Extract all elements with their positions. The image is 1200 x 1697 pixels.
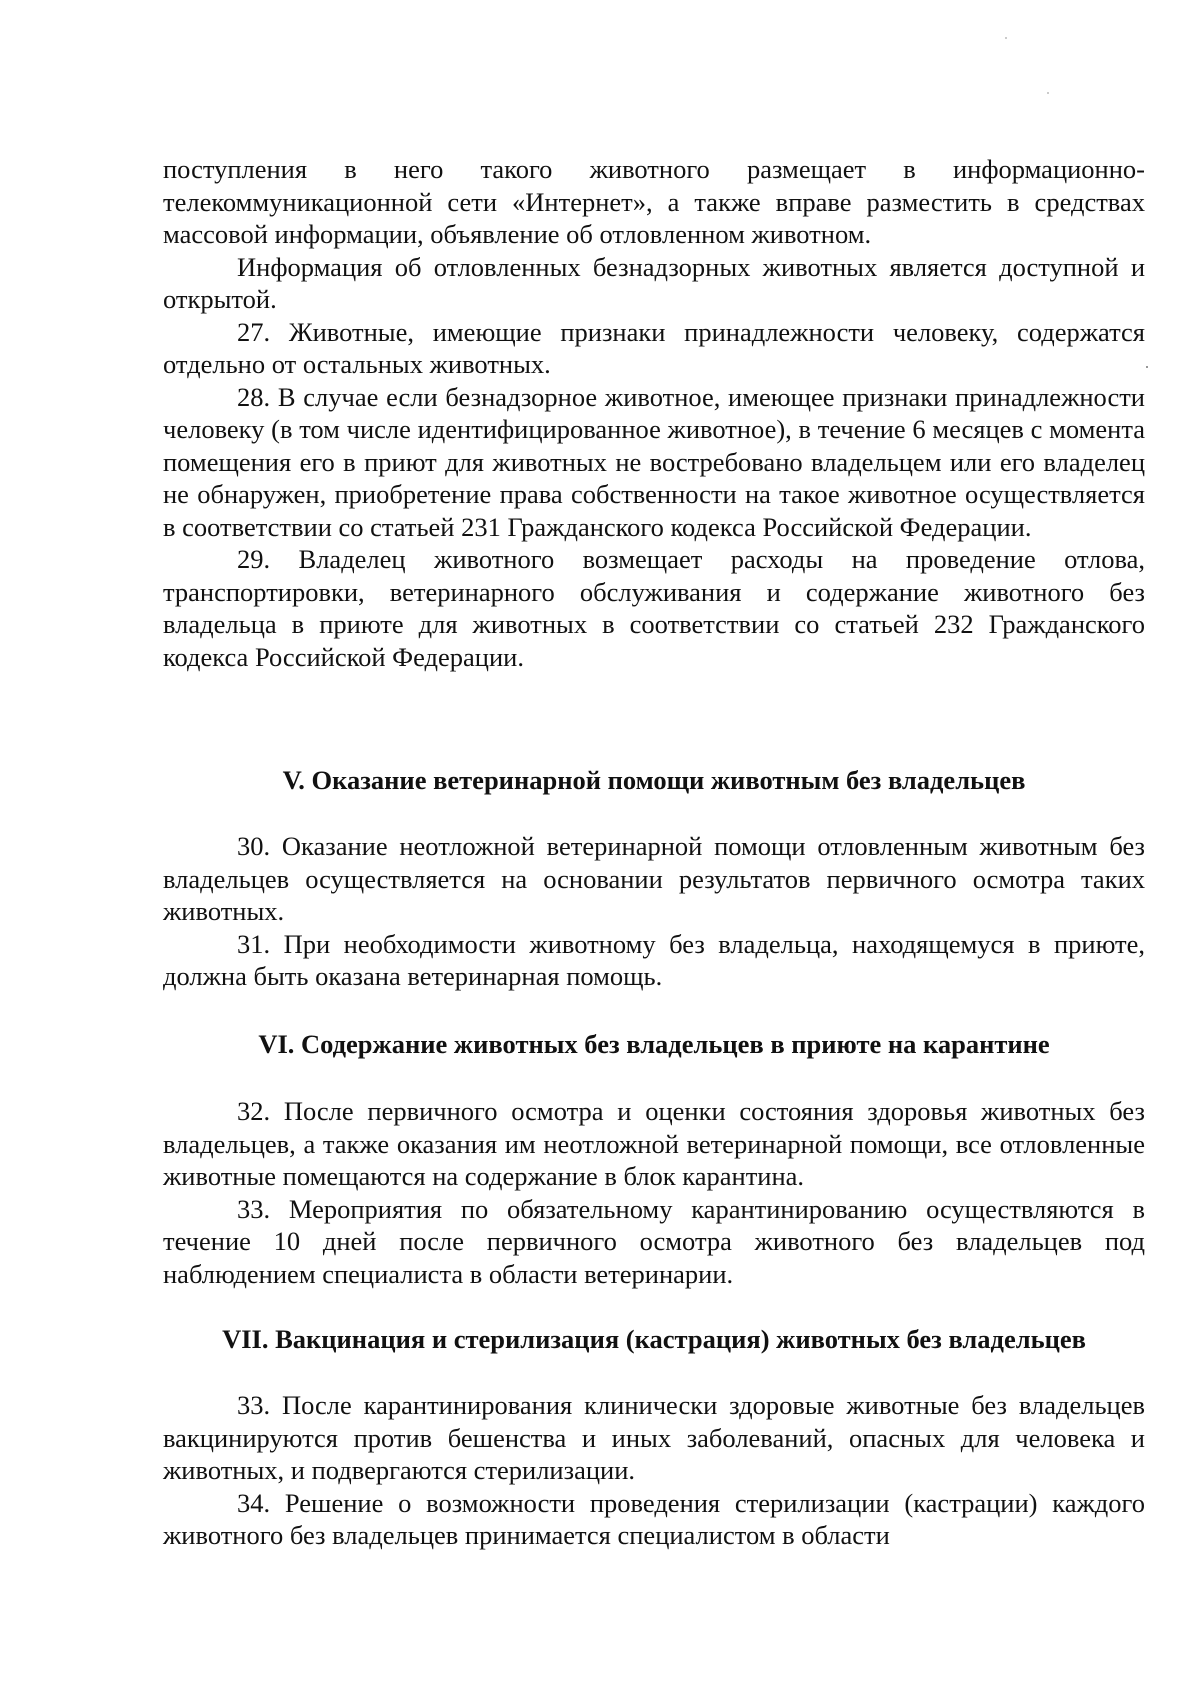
paragraph-33-quarantine: 33. Мероприятия по обязательному карантинированию осуществляются в течение 10 дней после первичного осмотра животного без владельцев под наблюдением специалиста в области ветеринарии. xyxy=(163,1193,1145,1289)
scan-speck xyxy=(1146,366,1148,368)
text-block-section-7 xyxy=(163,1389,1145,1552)
section-6-heading: VI. Содержание животных без владельцев в приюте на карантине xyxy=(258,1029,1050,1059)
paragraph-27: 27. Животные, имеющие признаки принадлежности человеку, содержатся отдельно от остальных животных. xyxy=(163,316,1145,379)
text-block-section-6 xyxy=(163,1095,1145,1290)
section-7-heading: VII. Вакцинация и стерилизация (кастрация) животных без владельцев xyxy=(222,1324,1086,1354)
paragraph-34: 34. Решение о возможности проведения стерилизации (кастрации) каждого животного без владельцев принимается специалистом в области xyxy=(163,1487,1145,1550)
paragraph-33-vaccination: 33. После карантинирования клинически здоровые животные без владельцев вакцинируются против бешенства и иных заболеваний, опасных для человека и животных, и подвергаются стерилизации. xyxy=(163,1390,1145,1485)
section-5-heading: V. Оказание ветеринарной помощи животным без владельцев xyxy=(282,765,1026,795)
paragraph-30: 30. Оказание неотложной ветеринарной помощи отловленным животным без владельцев осуществляется на основании результатов первичного осмотра таких животных. xyxy=(163,831,1145,926)
text-block-section-5 xyxy=(163,830,1145,993)
scan-speck xyxy=(1047,92,1049,94)
paragraph-29: 29. Владелец животного возмещает расходы на проведение отлова, транспортировки, ветеринарного обслуживания и содержание животного без владельца в приюте для животных в соответствии со статьей 232 Гражданского кодекса Российской Федерации. xyxy=(163,544,1145,672)
paragraph-31: 31. При необходимости животному без владельца, находящемуся в приюте, должна быть оказана ветеринарная помощь. xyxy=(163,928,1145,991)
intro-paragraph-2: Информация об отловленных безнадзорных животных является доступной и открытой. xyxy=(163,251,1145,314)
text-block-top xyxy=(163,153,1145,673)
intro-paragraph-1: поступления в него такого животного размещает в информационно-телекоммуникационной сети «Интернет», а также вправе разместить в средствах массовой информации, объявление об отловленном животном. xyxy=(163,154,1145,249)
paragraph-32: 32. После первичного осмотра и оценки состояния здоровья животных без владельцев, а также оказания им неотложной ветеринарной помощи, все отловленные животные помещаются на содержание в блок карантина. xyxy=(163,1096,1145,1191)
paragraph-28: 28. В случае если безнадзорное животное, имеющее признаки принадлежности человеку (в том числе идентифицированное животное), в течение 6 месяцев с момента помещения его в приют для животных не востребовано владельцем или его владелец не обнаружен, приобретение права собственности на такое животное осуществляется в соответствии со статьей 231 Гражданского кодекса Российской Федерации. xyxy=(163,381,1145,542)
scan-speck xyxy=(1005,37,1007,39)
